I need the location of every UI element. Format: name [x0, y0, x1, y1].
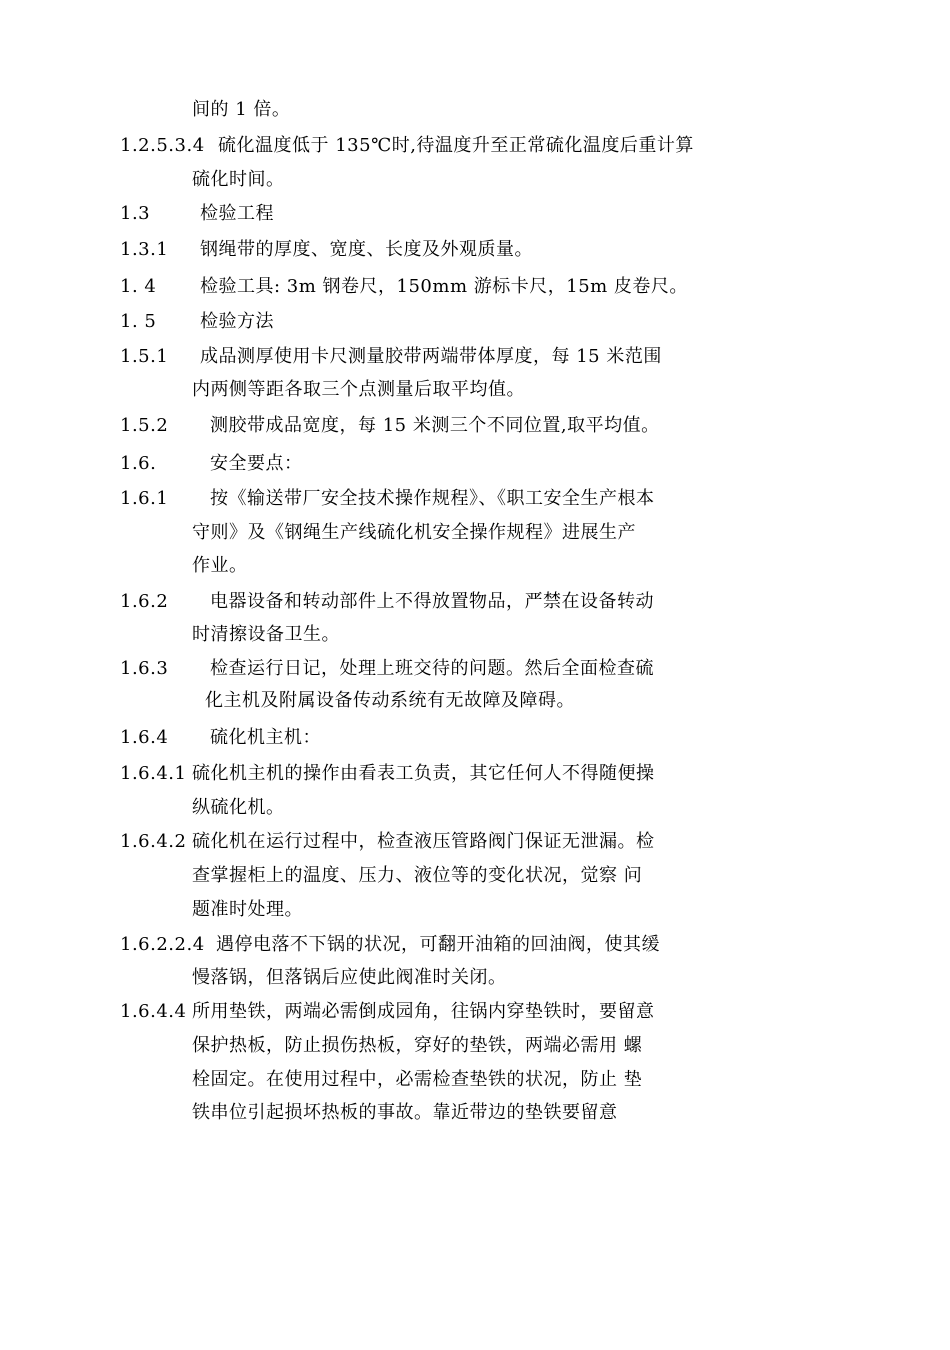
section-number: 1.6.	[120, 453, 157, 474]
section-number: 1.5.2	[120, 415, 169, 436]
text-line: 1.6.2 电器设备和转动部件上不得放置物品，严禁在设备转动	[120, 591, 654, 612]
text-line: 守则》及《钢绳生产线硫化机安全操作规程》进展生产	[192, 522, 636, 543]
section-number: 1.6.4	[120, 727, 169, 748]
text-line: 1.6.2.2.4 遇停电落不下锅的状况，可翻开油箱的回油阀，使其缓	[120, 934, 660, 955]
text-line: 作业。	[192, 555, 248, 576]
section-number: 1.6.2.2.4	[120, 934, 205, 955]
text-line: 1.5.1 成品测厚使用卡尺测量胶带两端带体厚度，每 15 米范围	[120, 346, 662, 367]
text-line: 1.2.5.3.4 硫化温度低于 135℃时,待温度升至正常硫化温度后重计算	[120, 135, 694, 156]
section-number: 1.6.3	[120, 658, 169, 679]
text-line: 保护热板，防止损伤热板，穿好的垫铁，两端必需用 螺	[192, 1035, 643, 1056]
text-line: 化主机及附属设备传动系统有无故障及障碍。	[205, 690, 575, 711]
section-number: 1.3	[120, 203, 151, 224]
text-line: 1.3.1 钢绳带的厚度、宽度、长度及外观质量。	[120, 239, 533, 260]
text-line: 1.6.4.1 硫化机主机的操作由看表工负责，其它任何人不得随便操	[120, 763, 655, 784]
text-line: 1.3 检验工程	[120, 203, 274, 224]
text-line: 铁串位引起损坏热板的事故。靠近带边的垫铁要留意	[192, 1102, 618, 1123]
section-number: 1.5.1	[120, 346, 169, 367]
text-line: 查掌握柜上的温度、压力、液位等的变化状况，觉察 问	[192, 865, 643, 886]
text-line: 时清擦设备卫生。	[192, 624, 340, 645]
section-number: 1.6.2	[120, 591, 169, 612]
text-line: 1. 4 检验工具: 3m 钢卷尺，150mm 游标卡尺，15m 皮卷尺。	[120, 276, 688, 297]
section-number: 1.2.5.3.4	[120, 135, 205, 156]
text-line: 1.6.4.4 所用垫铁，两端必需倒成园角，往锅内穿垫铁时，要留意	[120, 1001, 655, 1022]
section-number: 1. 5	[120, 311, 157, 332]
text-line: 硫化时间。	[192, 169, 285, 190]
text-line: 1.6.3 检查运行日记，处理上班交待的问题。然后全面检查硫	[120, 658, 654, 679]
text-line: 内两侧等距各取三个点测量后取平均值。	[192, 379, 525, 400]
text-line: 1.5.2 测胶带成品宽度，每 15 米测三个不同位置,取平均值。	[120, 415, 660, 436]
section-number: 1. 4	[120, 276, 157, 297]
text-line: 栓固定。在使用过程中，必需检查垫铁的状况，防止 垫	[192, 1069, 643, 1090]
text-line: 题准时处理。	[192, 899, 303, 920]
section-number: 1.6.1	[120, 488, 169, 509]
section-number: 1.3.1	[120, 239, 169, 260]
text-line: 纵硫化机。	[192, 797, 285, 818]
text-line: 1.6. 安全要点：	[120, 453, 303, 474]
text-line: 1.6.4 硫化机主机：	[120, 727, 321, 748]
section-number: 1.6.4.4	[120, 1001, 187, 1022]
section-number: 1.6.4.1	[120, 763, 187, 784]
text-line: 1. 5 检验方法	[120, 311, 274, 332]
section-number: 1.6.4.2	[120, 831, 187, 852]
text-line: 慢落锅，但落锅后应使此阀准时关闭。	[192, 967, 507, 988]
text-line: 间的 1 倍。	[192, 99, 291, 120]
text-line: 1.6.1 按《输送带厂安全技术操作规程》、《职工安全生产根本	[120, 488, 655, 509]
text-line: 1.6.4.2 硫化机在运行过程中，检查液压管路阀门保证无泄漏。检	[120, 831, 655, 852]
